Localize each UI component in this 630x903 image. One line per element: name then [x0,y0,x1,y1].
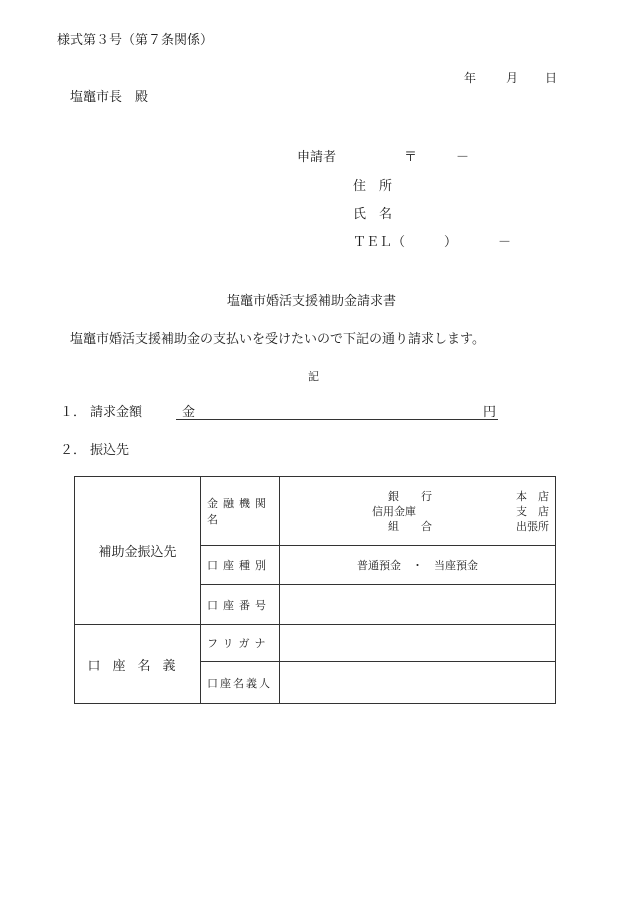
tel-dash: － [498,235,512,250]
bank-name-label: 金融機関名 [201,477,280,546]
document-title: 塩竈市婚活支援補助金請求書 [227,294,397,309]
addressee: 塩竈市長 殿 [70,90,149,105]
ki-heading: 記 [308,370,319,383]
bank-type-shinkin: 信用金庫 [372,505,416,518]
applicant-label: 申請者 [297,150,337,165]
account-type-label: 口座種別 [201,546,280,585]
transfer-table [74,476,556,704]
bank-type-kumiai: 組 合 [388,520,432,533]
date-day: 日 [545,71,558,85]
item1-label: 請求金額 [90,405,143,420]
account-number-cells [280,585,556,625]
request-statement: 塩竈市婚活支援補助金の支払いを受けたいので下記の通り請求します。 [70,332,485,347]
date-year: 年 [464,71,477,85]
item2-label: 振込先 [90,443,130,458]
name-label: 氏 名 [353,207,393,222]
postal-dash: － [456,150,470,165]
branch-type-office: 出張所 [516,520,549,533]
amount-suffix: 円 [483,405,497,420]
group-label-holder: 口座名義 [75,625,201,704]
item1-number: １． [60,405,87,420]
date-month: 月 [506,71,519,85]
bank-name-cell[interactable] [280,477,556,546]
holder-name-field[interactable] [280,662,556,704]
furigana-label: フリガナ [201,625,280,662]
amount-underline [176,419,498,420]
branch-type-branch: 支 店 [516,505,549,518]
account-type-options[interactable]: 普通預金 ・ 当座預金 [280,546,556,585]
bank-type-bank: 銀 行 [388,490,432,503]
holder-name-label: 口座名義人 [201,662,280,704]
account-number-label: 口座番号 [201,585,280,625]
postal-mark: 〒 [404,150,418,165]
address-label: 住 所 [353,179,393,194]
tel-label: ＴＥＬ（ ） [353,235,458,250]
item2-number: ２． [60,443,87,458]
amount-prefix: 金 [182,405,196,420]
form-number: 様式第３号（第７条関係） [57,33,214,48]
branch-type-head: 本 店 [516,490,549,503]
furigana-field[interactable] [280,625,556,662]
group-label-transfer: 補助金振込先 [75,477,201,625]
